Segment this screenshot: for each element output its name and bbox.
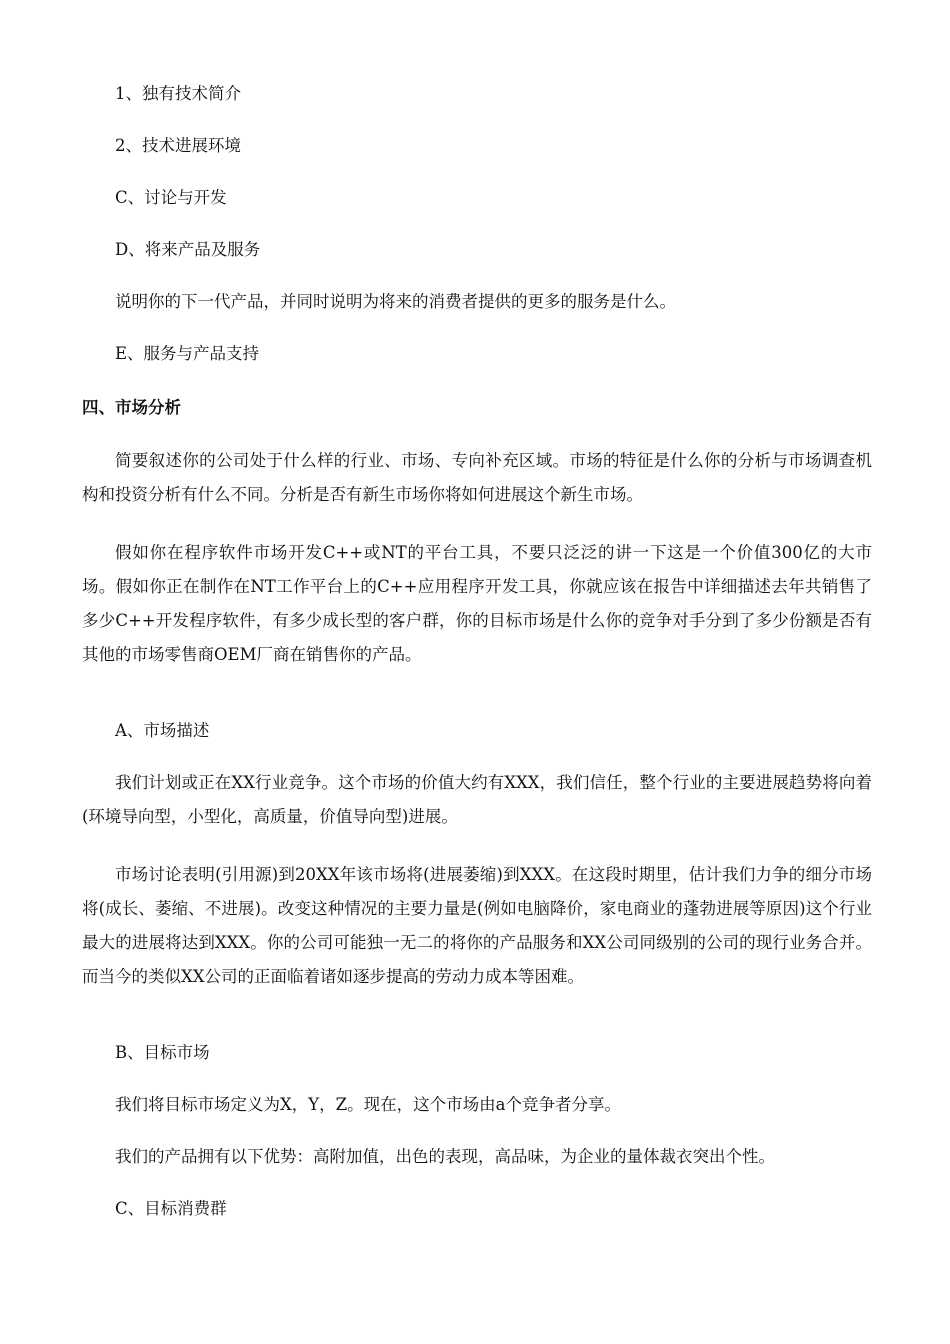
target-market-paragraph-1: 我们将目标市场定义为X，Y，Z。现在，这个市场由a个竞争者分享。 — [115, 1095, 621, 1114]
item-tech-env: 2、技术进展环境 — [115, 136, 241, 155]
item-tech-intro: 1、独有技术简介 — [115, 84, 241, 103]
item-support: E、服务与产品支持 — [115, 344, 260, 363]
section-heading-market-analysis: 四、市场分析 — [82, 398, 181, 417]
subheading-market-description: A、市场描述 — [115, 721, 210, 740]
market-analysis-intro-paragraph: 简要叙述你的公司处于什么样的行业、市场、专向补充区域。市场的特征是什么你的分析与市场调查机构和投资分析有什么不同。分析是否有新生市场你将如何进展这个新生市场。 — [82, 451, 872, 504]
subheading-target-consumers: C、目标消费群 — [115, 1199, 227, 1218]
market-description-paragraph-2: 市场讨论表明(引用源)到20XX年该市场将(进展萎缩)到XXX。在这段时期里，估计我们力争的细分市场将(成长、萎缩、不进展)。改变这种情况的主要力量是(例如电脑降价，家电商业的蓬勃进展等原因)这个行业最大的进展将达到XXX。你的公司可能独一无二的将你的产品服务和XX公司同级别的公司的现行业务合并。而当今的类似XX公司的正面临着诸如逐步提高的劳动力成本等困难。 — [82, 865, 872, 986]
market-analysis-example-paragraph: 假如你在程序软件市场开发C++或NT的平台工具，不要只泛泛的讲一下这是一个价值300亿的大市场。假如你正在制作在NT工作平台上的C++应用程序开发工具，你就应该在报告中详细描述去年共销售了多少C++开发程序软件，有多少成长型的客户群，你的目标市场是什么你的竞争对手分到了多少份额是否有其他的市场零售商OEM厂商在销售你的产品。 — [82, 543, 872, 664]
target-market-paragraph-2: 我们的产品拥有以下优势：高附加值，出色的表现，高品味，为企业的量体裁衣突出个性。 — [115, 1147, 775, 1166]
item-future-products: D、将来产品及服务 — [115, 240, 261, 259]
subheading-target-market: B、目标市场 — [115, 1043, 210, 1062]
item-research: C、讨论与开发 — [115, 188, 227, 207]
market-description-paragraph-1: 我们计划或正在XX行业竞争。这个市场的价值大约有XXX，我们信任，整个行业的主要进展趋势将向着(环境导向型，小型化，高质量，价值导向型)进展。 — [82, 773, 872, 826]
future-products-description: 说明你的下一代产品，并同时说明为将来的消费者提供的更多的服务是什么。 — [115, 292, 676, 311]
